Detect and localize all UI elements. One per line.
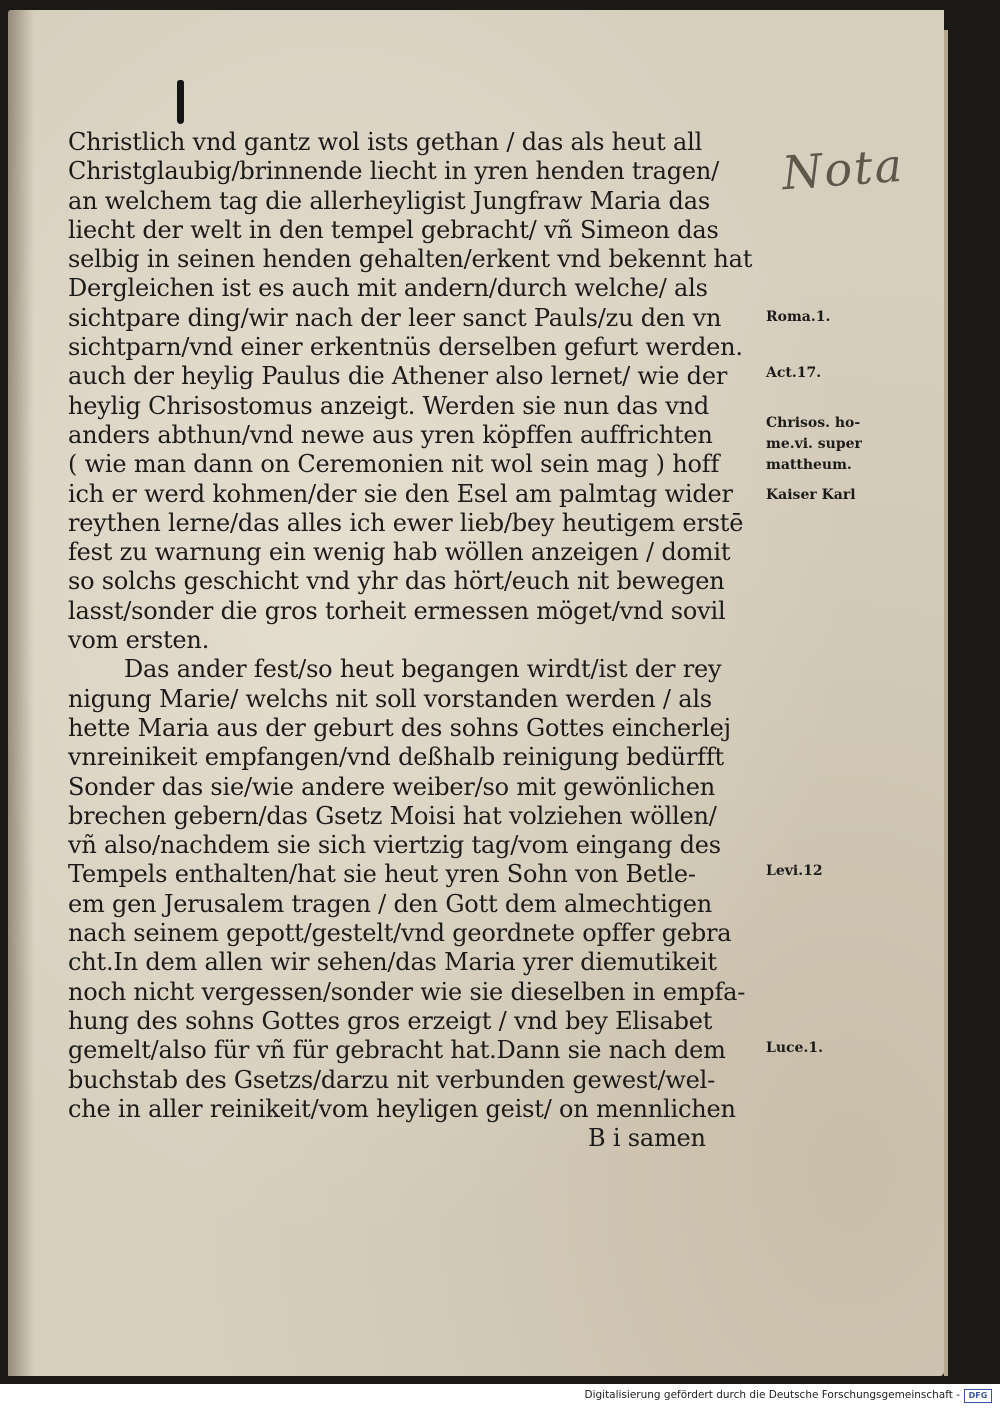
text-line: em gen Jerusalem tragen / den Gott dem almechtigen [68, 889, 713, 918]
page-body-text [68, 128, 768, 1153]
text-line: brechen gebern/das Gsetz Moisi hat volziehen wöllen/ [68, 801, 717, 830]
text-line: nigung Marie/ welchs nit soll vorstanden werden / als [68, 684, 712, 713]
margin-note: Kaiser Karl [766, 487, 856, 503]
text-line: Das ander fest/so heut begangen wirdt/ist der rey [124, 655, 722, 684]
text-line: sichtparn/vnd einer erkentnüs derselben gefurt werden. [68, 333, 743, 362]
text-line: sichtpare ding/wir nach der leer sanct Pauls/zu den vn [68, 303, 722, 332]
handwritten-note: Nota [780, 137, 906, 201]
dfg-logo: DFG [964, 1389, 992, 1403]
text-line: heylig Chrisostomus anzeigt. Werden sie nun das vnd [68, 391, 710, 420]
margin-note: mattheum. [766, 457, 852, 473]
text-line: lasst/sonder die gros torheit ermessen möget/vnd sovil [68, 596, 726, 625]
margin-note: me.vi. super [766, 436, 862, 452]
text-line: noch nicht vergessen/sonder wie sie dieselben in empfa- [68, 977, 746, 1006]
margin-note: Act.17. [766, 365, 822, 381]
text-line: selbig in seinen henden gehalten/erkent vnd bekennt hat [68, 245, 753, 274]
text-line: so solchs geschicht vnd yhr das hört/euch nit bewegen [68, 567, 725, 596]
margin-note: Roma.1. [766, 309, 831, 325]
text-line: che in aller reinikeit/vom heyligen geist/ on mennlichen [68, 1094, 736, 1123]
margin-note: Luce.1. [766, 1040, 823, 1056]
text-line: vñ also/nachdem sie sich viertzig tag/vom eingang des [68, 831, 721, 860]
gutter-shadow [8, 10, 34, 1376]
text-line: buchstab des Gsetzs/darzu nit verbunden gewest/wel- [68, 1065, 716, 1094]
text-line: vnreinikeit empfangen/vnd deßhalb reinigung bedürfft [68, 743, 724, 772]
footer-credit: Digitalisierung gefördert durch die Deutsche Forschungsgemeinschaft - [584, 1389, 960, 1401]
text-line: ich er werd kohmen/der sie den Esel am palmtag wider [68, 479, 733, 508]
text-line: Christglaubig/brinnende liecht in yren henden tragen/ [68, 157, 720, 186]
text-line: reythen lerne/das alles ich ewer lieb/bey heutigem erstē [68, 508, 744, 537]
text-line: vom ersten. [68, 626, 210, 655]
text-line: Tempels enthalten/hat sie heut yren Sohn von Betle- [68, 860, 696, 889]
text-line: Christlich vnd gantz wol ists gethan / das als heut all [68, 128, 703, 156]
text-line: gemelt/also für vñ für gebracht hat.Dann sie nach dem [68, 1036, 726, 1065]
margin-note: Levi.12 [766, 863, 823, 879]
text-line: auch der heylig Paulus die Athener also lernet/ wie der [68, 362, 728, 391]
text-line: cht.In dem allen wir sehen/das Maria yrer diemutikeit [68, 948, 717, 977]
text-line: anders abthun/vnd newe aus yren köpffen auffrichten [68, 420, 713, 449]
text-line: Sonder das sie/wie andere weiber/so mit gewönlichen [68, 772, 715, 801]
catchword-line: B i samen [588, 1124, 706, 1153]
text-line: nach seinem gepott/gestelt/vnd geordnete opffer gebra [68, 919, 732, 948]
page-mark [177, 80, 184, 124]
text-line: Dergleichen ist es auch mit andern/durch welche/ als [68, 274, 708, 303]
text-line: ( wie man dann on Ceremonien nit wol sein mag ) hoff [68, 450, 720, 479]
text-line: liecht der welt in den tempel gebracht/ vñ Simeon das [68, 215, 719, 244]
text-line: fest zu warnung ein wenig hab wöllen anzeigen / domit [68, 538, 731, 567]
text-line: an welchem tag die allerheyligist Jungfraw Maria das [68, 186, 710, 215]
text-line: hette Maria aus der geburt des sohns Gottes eincherlej [68, 713, 731, 742]
margin-note: Chrisos. ho- [766, 415, 861, 431]
text-line: hung des sohns Gottes gros erzeigt / vnd bey Elisabet [68, 1006, 713, 1035]
page-edge [944, 30, 948, 1376]
